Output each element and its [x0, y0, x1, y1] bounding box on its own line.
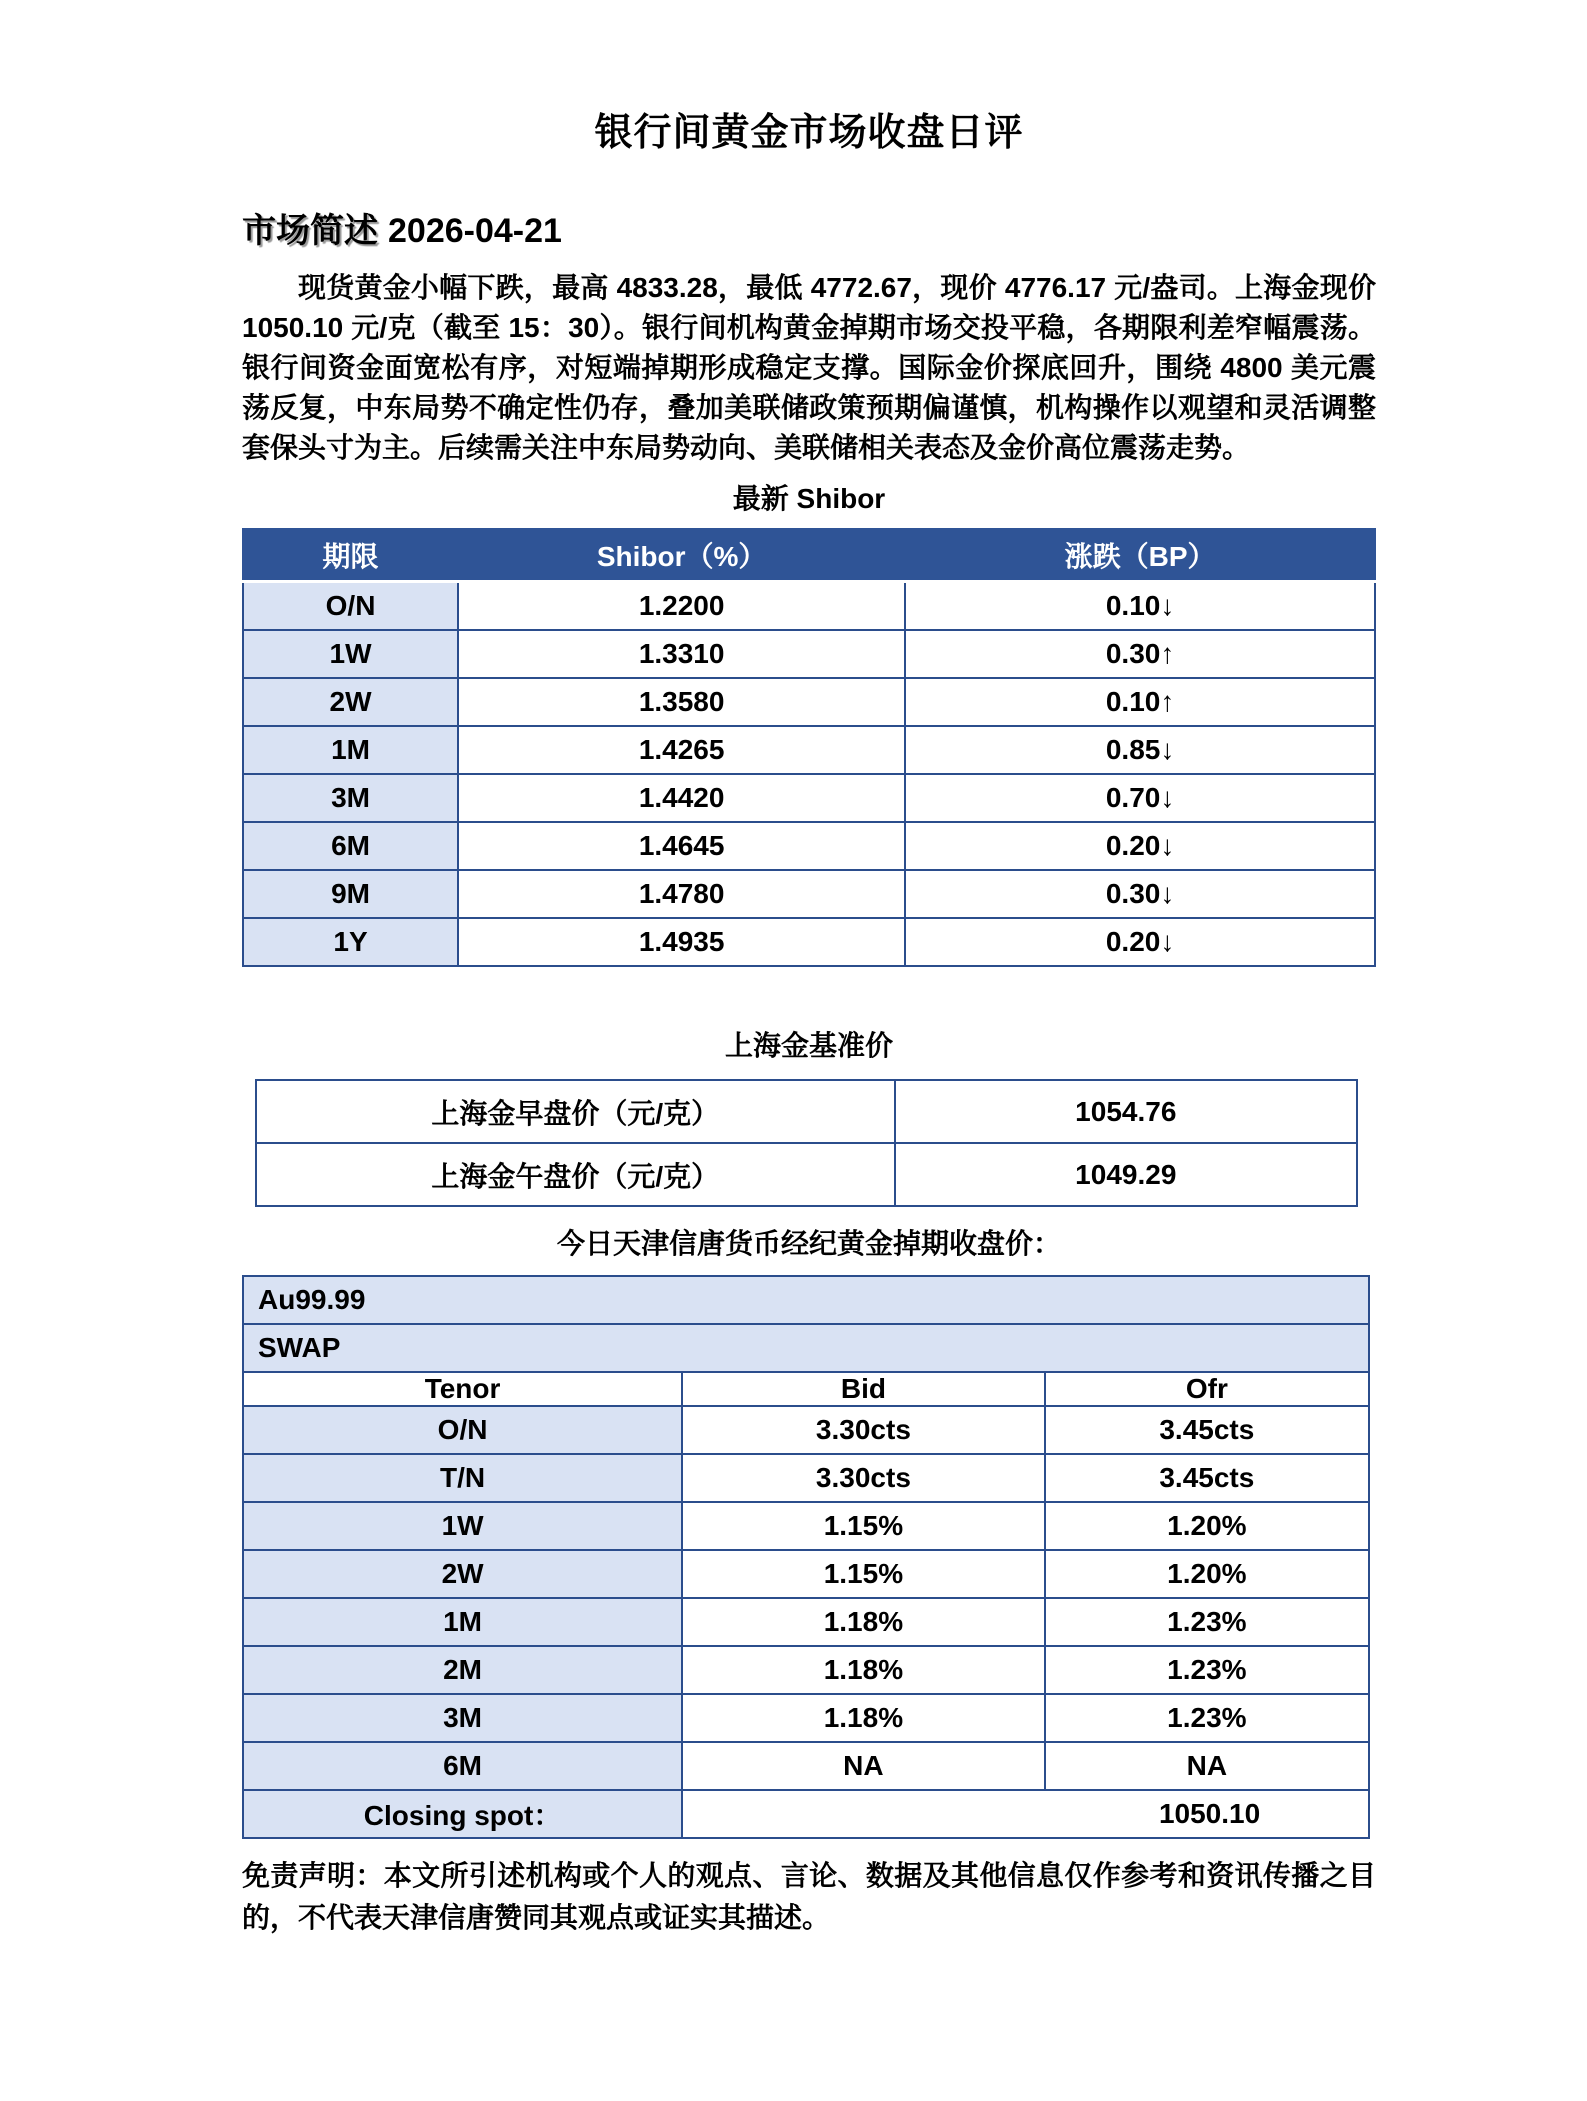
shibor-tenor-cell: 1W	[243, 630, 458, 678]
table-row	[256, 1080, 1357, 1143]
shibor-tenor-cell: 3M	[243, 774, 458, 822]
shibor-header-tenor: 期限	[243, 529, 458, 582]
swap-tenor-cell: T/N	[243, 1454, 682, 1502]
table-row	[243, 582, 1375, 631]
table-row	[243, 1276, 1369, 1324]
swap-header-ofr: Ofr	[1045, 1372, 1369, 1406]
swap-table-title: 今日天津信唐货币经纪黄金掉期收盘价：	[556, 1228, 1061, 1259]
shibor-rate-cell: 1.4420	[458, 774, 905, 822]
swap-bid-cell: 1.15%	[682, 1550, 1045, 1598]
swap-closing-label-cell: Closing spot：	[243, 1790, 682, 1838]
swap-ofr-cell: 3.45cts	[1045, 1406, 1369, 1454]
swap-ofr-cell: 3.45cts	[1045, 1454, 1369, 1502]
shibor-rate-cell: 1.4645	[458, 822, 905, 870]
table-row	[243, 1324, 1369, 1372]
market-summary-paragraph: 现货黄金小幅下跌，最高 4833.28，最低 4772.67，现价 4776.17 元/盎司。上海金现价 1050.10 元/克（截至 15：30）。银行间机构黄金掉期市场交投平稳，各期限利差窄幅震荡。银行间资金面宽松有序，对短端掉期形成稳定支撑。国际金价探底回升，围绕 4800 美元震荡反复，中东局势不确定性仍存，叠加美联储政策预期偏谨慎，机构操作以观望和灵活调整套保头寸为主。后续需关注中东局势动向、美联储相关表态及金价高位震荡走势。	[242, 272, 1376, 463]
shibor-tenor-cell: O/N	[243, 582, 458, 631]
swap-bid-cell: 3.30cts	[682, 1454, 1045, 1502]
shibor-header-row	[243, 529, 1375, 582]
table-row	[243, 1454, 1369, 1502]
swap-tenor-cell: 3M	[243, 1694, 682, 1742]
swap-bid-cell: 1.15%	[682, 1502, 1045, 1550]
swap-closing-value-cell: 1050.10	[682, 1790, 1369, 1838]
benchmark-value-cell: 1049.29	[895, 1143, 1357, 1206]
swap-tenor-cell: 1M	[243, 1598, 682, 1646]
shibor-tenor-cell: 1M	[243, 726, 458, 774]
swap-ofr-cell: 1.23%	[1045, 1598, 1369, 1646]
table-row	[243, 726, 1375, 774]
swap-bid-cell: NA	[682, 1742, 1045, 1790]
table-row	[243, 918, 1375, 966]
swap-ofr-cell: 1.23%	[1045, 1646, 1369, 1694]
swap-tenor-cell: 2M	[243, 1646, 682, 1694]
swap-product-cell: Au99.99	[243, 1276, 1369, 1324]
swap-header-tenor: Tenor	[243, 1372, 682, 1406]
table-row	[243, 774, 1375, 822]
table-row	[243, 1646, 1369, 1694]
disclaimer-text: 免责声明：本文所引述机构或个人的观点、言论、数据及其他信息仅作参考和资讯传播之目的，不代表天津信唐赞同其观点或证实其描述。	[242, 1860, 1376, 1933]
shibor-table-title: 最新 Shibor	[732, 483, 886, 514]
benchmark-table-title: 上海金基准价	[724, 1030, 893, 1061]
swap-ofr-cell: 1.23%	[1045, 1694, 1369, 1742]
swap-bid-cell: 3.30cts	[682, 1406, 1045, 1454]
shibor-rate-cell: 1.3580	[458, 678, 905, 726]
section-heading-label: 市场简述	[242, 212, 378, 250]
shibor-header-change: 涨跌（BP）	[905, 529, 1375, 582]
table-row	[243, 1598, 1369, 1646]
table-row	[243, 822, 1375, 870]
benchmark-table	[255, 1079, 1358, 1207]
swap-tenor-cell: 6M	[243, 1742, 682, 1790]
shibor-rate-cell: 1.4935	[458, 918, 905, 966]
swap-type-cell: SWAP	[243, 1324, 1369, 1372]
table-row	[243, 870, 1375, 918]
table-row	[256, 1143, 1357, 1206]
swap-closing-row	[243, 1790, 1369, 1838]
swap-ofr-cell: 1.20%	[1045, 1502, 1369, 1550]
shibor-rate-cell: 1.4780	[458, 870, 905, 918]
table-row	[243, 678, 1375, 726]
benchmark-label-cell: 上海金早盘价（元/克）	[256, 1080, 895, 1143]
table-row	[243, 630, 1375, 678]
shibor-table	[242, 528, 1376, 967]
shibor-change-cell: 0.20↓	[905, 822, 1375, 870]
section-date: 2026-04-21	[388, 212, 562, 250]
swap-bid-cell: 1.18%	[682, 1646, 1045, 1694]
table-row	[243, 1742, 1369, 1790]
shibor-rate-cell: 1.4265	[458, 726, 905, 774]
shibor-tenor-cell: 6M	[243, 822, 458, 870]
swap-header-bid: Bid	[682, 1372, 1045, 1406]
benchmark-value-cell: 1054.76	[895, 1080, 1357, 1143]
table-row	[243, 1502, 1369, 1550]
shibor-change-cell: 0.30↓	[905, 870, 1375, 918]
shibor-tenor-cell: 2W	[243, 678, 458, 726]
section-heading	[242, 208, 1376, 254]
swap-table	[242, 1275, 1370, 1839]
document-content	[242, 0, 1376, 1939]
table-row	[243, 1694, 1369, 1742]
shibor-change-cell: 0.85↓	[905, 726, 1375, 774]
shibor-change-cell: 0.10↑	[905, 678, 1375, 726]
page-title: 银行间黄金市场收盘日评	[594, 112, 1024, 154]
benchmark-label-cell: 上海金午盘价（元/克）	[256, 1143, 895, 1206]
shibor-change-cell: 0.20↓	[905, 918, 1375, 966]
swap-ofr-cell: NA	[1045, 1742, 1369, 1790]
swap-tenor-cell: O/N	[243, 1406, 682, 1454]
shibor-rate-cell: 1.3310	[458, 630, 905, 678]
table-row	[243, 1550, 1369, 1598]
table-row	[243, 1406, 1369, 1454]
swap-ofr-cell: 1.20%	[1045, 1550, 1369, 1598]
shibor-rate-cell: 1.2200	[458, 582, 905, 631]
shibor-tenor-cell: 9M	[243, 870, 458, 918]
shibor-tenor-cell: 1Y	[243, 918, 458, 966]
shibor-change-cell: 0.10↓	[905, 582, 1375, 631]
swap-bid-cell: 1.18%	[682, 1694, 1045, 1742]
shibor-change-cell: 0.30↑	[905, 630, 1375, 678]
shibor-header-rate: Shibor（%）	[458, 529, 905, 582]
swap-tenor-cell: 1W	[243, 1502, 682, 1550]
swap-header-row	[243, 1372, 1369, 1406]
swap-bid-cell: 1.18%	[682, 1598, 1045, 1646]
shibor-change-cell: 0.70↓	[905, 774, 1375, 822]
swap-tenor-cell: 2W	[243, 1550, 682, 1598]
